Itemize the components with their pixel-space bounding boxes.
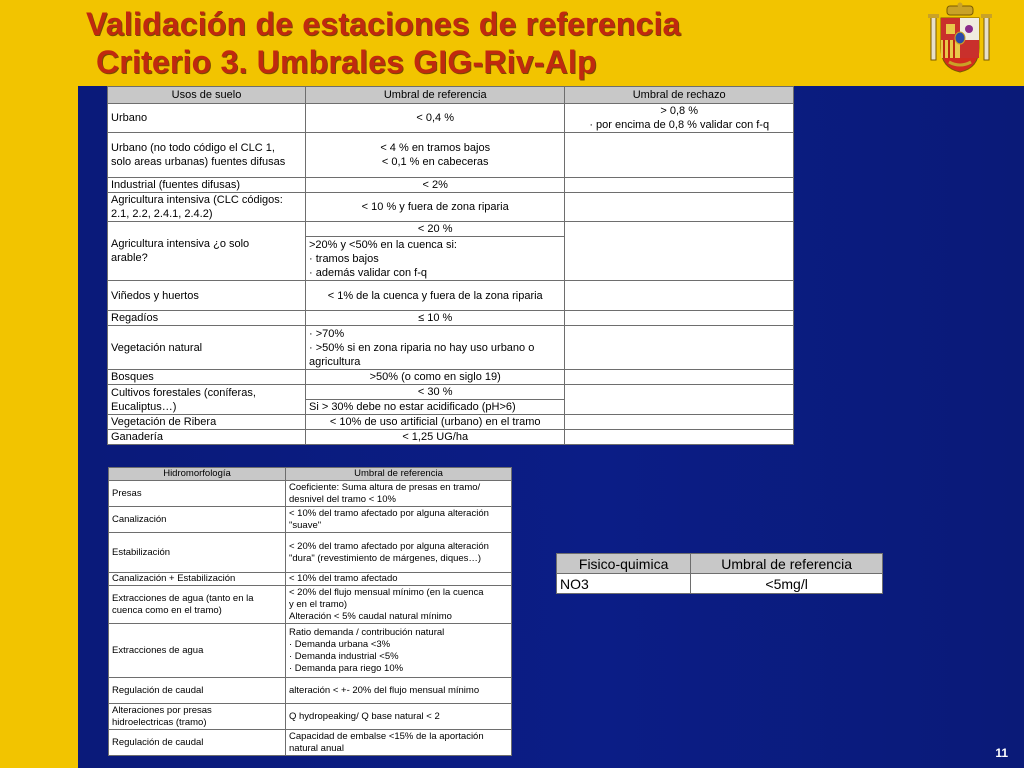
table-header-row <box>108 87 794 104</box>
reference-threshold-cell: < 2% <box>306 178 565 193</box>
table-row <box>108 430 794 445</box>
land-use-cell <box>108 133 306 178</box>
page-number: 11 <box>995 746 1008 760</box>
rejection-threshold-cell <box>565 370 794 385</box>
threshold-line: · Demanda para riego 10% <box>289 662 404 674</box>
table-row <box>108 133 794 178</box>
land-use-cell: Ganadería <box>108 430 306 445</box>
reference-threshold-cell: < 0,4 % <box>306 104 565 133</box>
reference-threshold-cell: < 1,25 UG/ha <box>306 430 565 445</box>
reference-threshold-cell <box>286 730 512 756</box>
rejection-threshold-cell <box>565 415 794 430</box>
reference-threshold-cell <box>286 481 512 507</box>
threshold-line: >20% y <50% en la cuenca si: <box>309 238 457 251</box>
pressure-cell: Regulación de caudal <box>109 730 286 756</box>
slide-title-line1: Validación de estaciones de referencia <box>86 6 681 42</box>
table-row <box>108 178 794 193</box>
table-row <box>109 507 512 533</box>
land-use-line: solo areas urbanas) fuentes difusas <box>111 156 286 168</box>
rejection-threshold-cell <box>565 222 794 281</box>
rejection-threshold-cell <box>565 311 794 326</box>
threshold-line: < 20% del flujo mensual mínimo (en la cuenca <box>289 586 484 598</box>
threshold-line: desnivel del tramo < 10% <box>289 493 396 505</box>
rejection-threshold-cell <box>565 326 794 370</box>
reference-threshold-cell <box>286 624 512 678</box>
table-row <box>108 104 794 133</box>
threshold-line: < 20% del tramo afectado por alguna alteración <box>289 540 489 552</box>
land-use-cell: Industrial (fuentes difusas) <box>108 178 306 193</box>
rejection-threshold-cell <box>565 133 794 178</box>
pressure-line: cuenca como en el tramo) <box>112 604 222 616</box>
threshold-line: Alteración < 5% caudal natural mínimo <box>289 610 452 622</box>
reference-threshold-cell: <5mg/l <box>691 574 883 594</box>
pressure-cell: Presas <box>109 481 286 507</box>
table-row <box>108 311 794 326</box>
threshold-line: < 4 % en tramos bajos <box>380 142 491 154</box>
land-use-cell: Vegetación de Ribera <box>108 415 306 430</box>
column-header: Umbral de rechazo <box>565 87 794 104</box>
table-row <box>109 481 512 507</box>
land-use-cell <box>108 222 306 281</box>
column-header: Hidromorfología <box>109 468 286 481</box>
pressure-cell: Extracciones de agua <box>109 624 286 678</box>
table-row <box>557 574 883 594</box>
table-row <box>109 678 512 704</box>
reference-threshold-cell <box>286 533 512 573</box>
table-row <box>109 573 512 586</box>
table-row <box>109 624 512 678</box>
threshold-line: Ratio demanda / contribución natural <box>289 626 445 638</box>
reference-threshold-cell: < 1% de la cuenca y fuera de la zona riparia <box>306 281 565 311</box>
table-row <box>108 193 794 222</box>
pressure-line: hidroelectricas (tramo) <box>112 716 207 728</box>
land-use-line: Urbano (no todo código el CLC 1, <box>111 142 275 154</box>
hydromorphology-threshold-table <box>108 467 512 756</box>
table-row <box>109 704 512 730</box>
column-header: Umbral de referencia <box>691 554 883 574</box>
threshold-line: "dura" (revestimiento de márgenes, diques…) <box>289 552 482 564</box>
table-row <box>109 586 512 624</box>
reference-threshold-cell <box>306 326 565 370</box>
threshold-line: · Demanda industrial <5% <box>289 650 399 662</box>
reference-threshold-cell <box>306 237 565 281</box>
pressure-cell: Estabilización <box>109 533 286 573</box>
table-header-row <box>557 554 883 574</box>
physicochemical-threshold-table <box>556 553 883 594</box>
land-use-line: Cultivos forestales (coníferas, <box>111 386 256 399</box>
reference-threshold-cell: >50% (o como en siglo 19) <box>306 370 565 385</box>
threshold-line: · tramos bajos <box>309 252 379 265</box>
threshold-line: agricultura <box>309 355 361 368</box>
rejection-threshold-cell <box>565 104 794 133</box>
column-header: Umbral de referencia <box>286 468 512 481</box>
land-use-line: arable? <box>111 252 148 264</box>
land-use-line: 2.1, 2.2, 2.4.1, 2.4.2) <box>111 208 213 220</box>
threshold-line: natural anual <box>289 742 344 754</box>
land-use-cell: Bosques <box>108 370 306 385</box>
table-row <box>108 370 794 385</box>
rejection-threshold-line: > 0,8 % <box>660 105 699 117</box>
rejection-threshold-line: · por encima de 0,8 % validar con f-q <box>589 119 770 131</box>
land-use-cell: Regadíos <box>108 311 306 326</box>
reference-threshold-cell: < 10% del tramo afectado <box>286 573 512 586</box>
threshold-line: < 0,1 % en cabeceras <box>381 156 489 168</box>
reference-threshold-cell: < 10% de uso artificial (urbano) en el tramo <box>306 415 565 430</box>
reference-threshold-cell: ≤ 10 % <box>306 311 565 326</box>
rejection-threshold-cell <box>565 430 794 445</box>
rejection-threshold-cell <box>565 178 794 193</box>
threshold-line: < 10% del tramo afectado por alguna alteración <box>289 507 489 519</box>
land-use-cell: Urbano <box>108 104 306 133</box>
pressure-cell <box>109 704 286 730</box>
land-use-line: Agricultura intensiva ¿o solo <box>111 238 250 250</box>
table-row <box>108 415 794 430</box>
column-header: Fisico-quimica <box>557 554 691 574</box>
column-header: Umbral de referencia <box>306 87 565 104</box>
column-header: Usos de suelo <box>108 87 306 104</box>
pressure-cell: Canalización <box>109 507 286 533</box>
land-use-cell: Vegetación natural <box>108 326 306 370</box>
land-use-line: Agricultura intensiva (CLC códigos: <box>111 194 283 206</box>
pressure-cell: Canalización + Estabilización <box>109 573 286 586</box>
threshold-line: y en el tramo) <box>289 598 348 610</box>
land-use-threshold-table <box>107 86 794 445</box>
threshold-line: Coeficiente: Suma altura de presas en tramo/ <box>289 481 481 493</box>
slide-title-line2: Criterio 3. Umbrales GIG-Riv-Alp <box>96 44 597 80</box>
table-row <box>109 533 512 573</box>
threshold-line: · >70% <box>309 327 345 340</box>
table-row <box>108 281 794 311</box>
land-use-line: Eucaliptus…) <box>111 400 177 413</box>
reference-threshold-cell <box>286 507 512 533</box>
rejection-threshold-cell <box>565 385 794 415</box>
pressure-line: Alteraciones por presas <box>112 704 212 716</box>
threshold-line: Capacidad de embalse <15% de la aportación <box>289 730 484 742</box>
reference-threshold-cell: alteración < +- 20% del flujo mensual mínimo <box>286 678 512 704</box>
land-use-cell <box>108 385 306 415</box>
threshold-line: "suave" <box>289 519 322 531</box>
pressure-cell <box>109 586 286 624</box>
pressure-line: Extracciones de agua (tanto en la <box>112 592 254 604</box>
land-use-cell <box>108 193 306 222</box>
reference-threshold-cell: Q hydropeaking/ Q base natural < 2 <box>286 704 512 730</box>
threshold-line: · además validar con f-q <box>309 266 427 279</box>
rejection-threshold-cell <box>565 193 794 222</box>
table-header-row <box>109 468 512 481</box>
rejection-threshold-cell <box>565 281 794 311</box>
spanish-coat-of-arms-icon <box>925 2 995 76</box>
threshold-line: · >50% si en zona riparia no hay uso urbano o <box>309 341 535 354</box>
table-row <box>109 730 512 756</box>
reference-threshold-cell: Si > 30% debe no estar acidificado (pH>6) <box>306 400 565 415</box>
threshold-line: · Demanda urbana <3% <box>289 638 391 650</box>
reference-threshold-cell: < 20 % <box>306 222 565 237</box>
reference-threshold-cell: < 10 % y fuera de zona riparia <box>306 193 565 222</box>
land-use-cell: Viñedos y huertos <box>108 281 306 311</box>
reference-threshold-cell <box>286 586 512 624</box>
table-row <box>108 326 794 370</box>
parameter-cell: NO3 <box>557 574 691 594</box>
reference-threshold-cell <box>306 133 565 178</box>
pressure-cell: Regulación de caudal <box>109 678 286 704</box>
reference-threshold-cell: < 30 % <box>306 385 565 400</box>
table-row <box>108 385 794 400</box>
table-row <box>108 222 794 237</box>
